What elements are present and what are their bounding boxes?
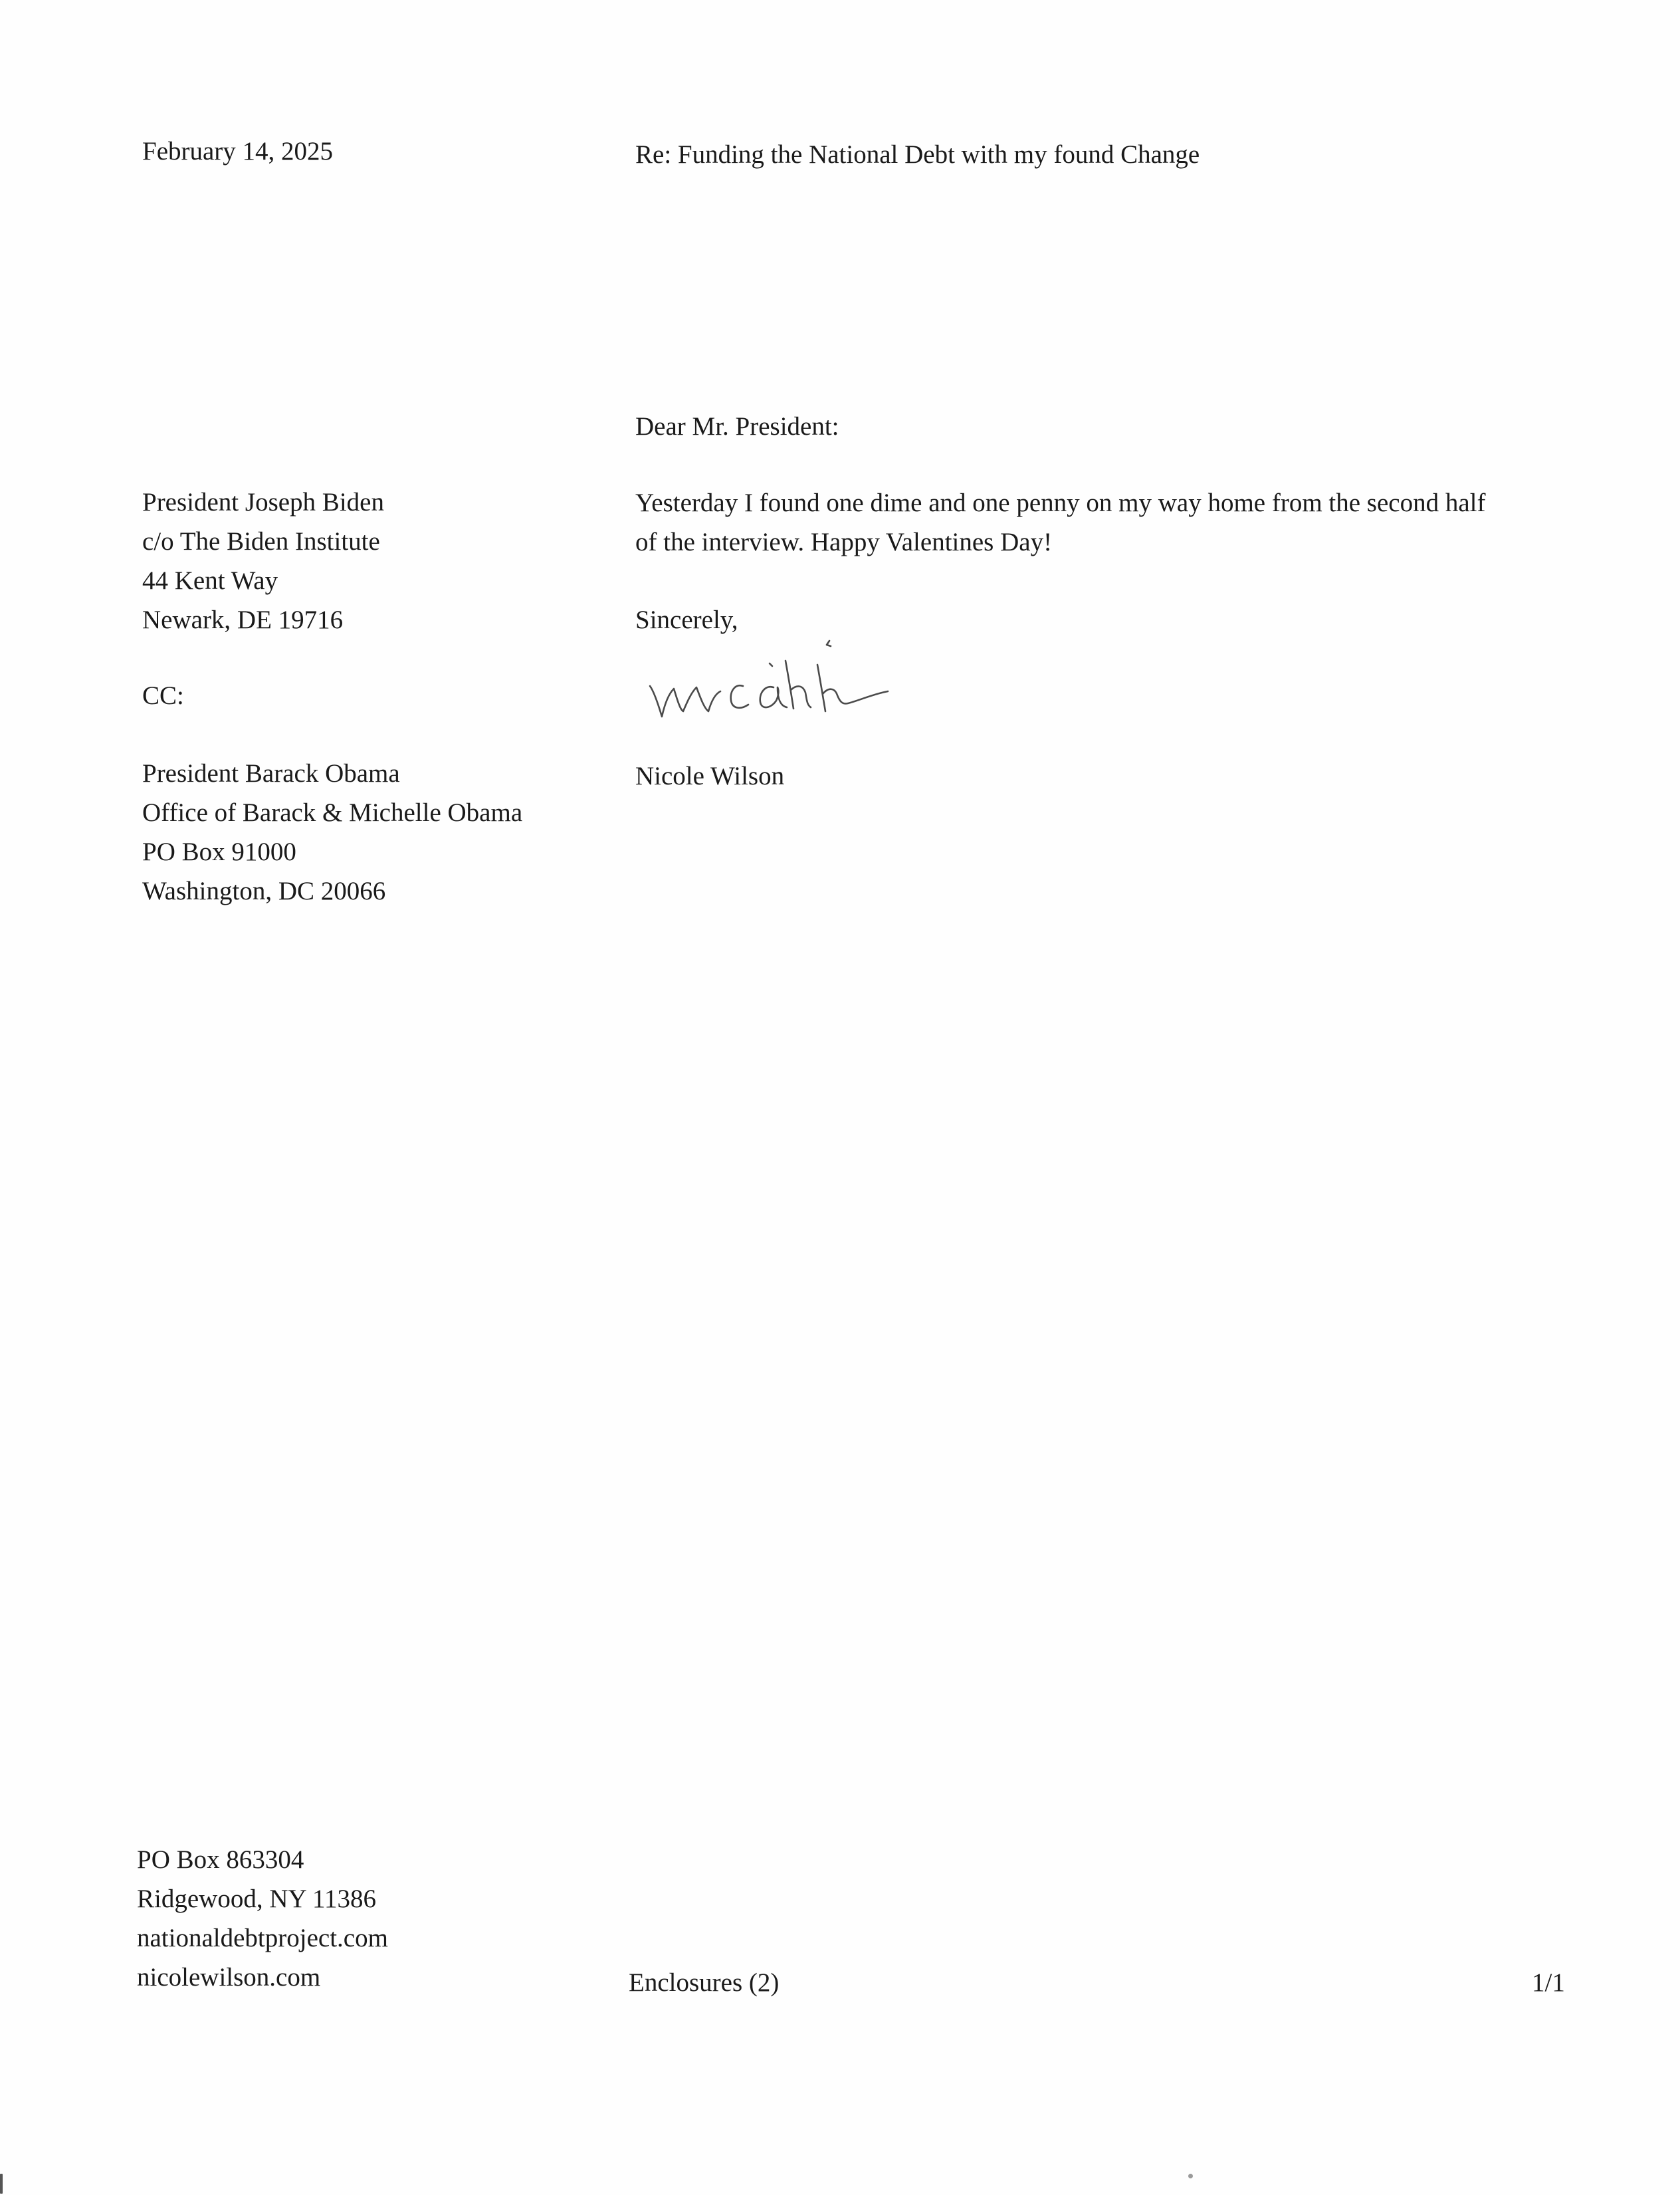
page-number: 1/1 [1532, 1968, 1565, 1997]
cc-label: CC: [142, 681, 184, 710]
cc-recipient-address [142, 754, 522, 911]
sender-website: nicolewilson.com [137, 1963, 321, 1992]
enclosures-note: Enclosures (2) [629, 1968, 780, 1997]
scan-speck [0, 2174, 3, 2194]
cc-name: President Barack Obama [142, 759, 400, 788]
salutation: Dear Mr. President: [635, 412, 839, 441]
cc-office: Office of Barack & Michelle Obama [142, 798, 523, 827]
sender-po-box: PO Box 863304 [137, 1845, 304, 1874]
signer-name: Nicole Wilson [635, 762, 785, 790]
body-line: of the interview. Happy Valentines Day! [635, 528, 1053, 556]
recipient-care-of: c/o The Biden Institute [142, 527, 380, 556]
subject-line: Re: Funding the National Debt with my found Change [635, 140, 1200, 169]
sender-website: nationaldebtproject.com [137, 1924, 388, 1952]
letter-body [635, 483, 1552, 562]
handwritten-signature [649, 638, 961, 731]
body-line: Yesterday I found one dime and one penny on my way home from the second half [635, 489, 1486, 517]
sender-city-state-zip: Ridgewood, NY 11386 [137, 1885, 377, 1913]
recipient-name: President Joseph Biden [142, 488, 384, 517]
letter-date: February 14, 2025 [142, 137, 334, 166]
closing: Sincerely, [635, 606, 738, 634]
recipient-street: 44 Kent Way [142, 566, 278, 595]
cc-po-box: PO Box 91000 [142, 838, 296, 866]
recipient-city-state-zip: Newark, DE 19716 [142, 606, 344, 634]
cc-city-state-zip: Washington, DC 20066 [142, 877, 386, 905]
recipient-address [142, 483, 384, 639]
sender-address [137, 1840, 388, 1997]
scan-speck [1188, 2174, 1193, 2178]
